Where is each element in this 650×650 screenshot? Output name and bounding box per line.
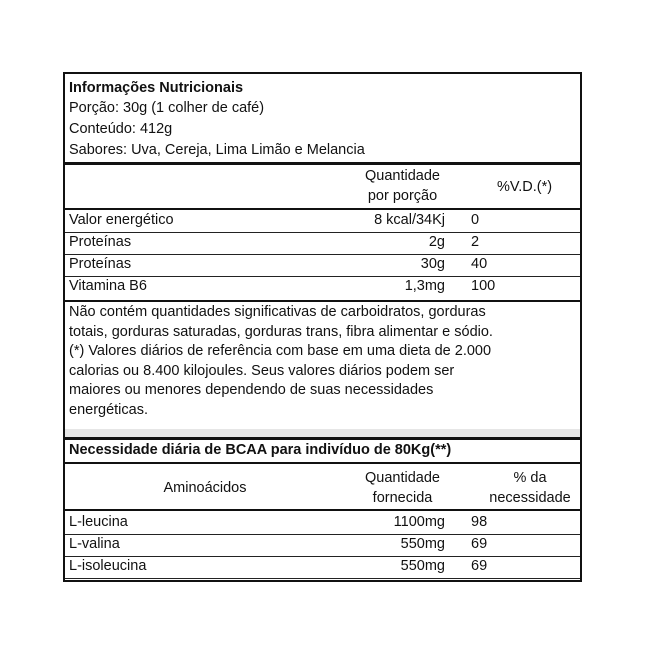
row-divider [65,534,580,535]
col-need-line1: % da [513,470,547,486]
aminoacid-name: L-valina [69,536,120,552]
aminoacid-qty: 550mg [400,536,445,552]
footnote-paragraph [69,303,579,420]
col-qty-line1: Quantidade [365,168,440,184]
aminoacid-qty: 550mg [400,558,445,574]
aminoacid-name: L-leucina [69,514,128,530]
thick-divider [65,437,580,440]
aminoacid-name: L-isoleucina [69,558,147,574]
row-name: Proteínas [69,234,132,250]
footnote-line: calorias ou 8.400 kilojoules. Seus valores diários podem ser [69,362,455,379]
flavors-text: Sabores: Uva, Cereja, Lima Limão e Melancia [69,142,365,158]
label-title: Informações Nutricionais [69,80,244,96]
aminoacid-pct: 69 [471,536,488,552]
portion-text: Porção: 30g (1 colher de café) [69,100,265,116]
bcaa-title: Necessidade diária de BCAA para indivíduo de 80Kg(**) [69,442,452,458]
col-qty-line2: por porção [367,188,438,204]
footnote-line: totais, gorduras saturadas, gorduras trans, fibra alimentar e sódio. [69,323,493,340]
row-divider [65,578,580,579]
row-qty: 8 kcal/34Kj [374,212,445,228]
content-text: Conteúdo: 412g [69,121,173,137]
footnote-line: maiores ou menores dependendo de suas necessidades [69,382,434,398]
col-aminoacid-header: Aminoácidos [163,480,247,496]
col-need-line2: necessidade [489,490,571,506]
footnote-line: Não contém quantidades significativas de carboidratos, gorduras [69,304,486,320]
bcaa-header-divider [65,509,580,511]
aminoacid-pct: 98 [471,514,488,530]
footnote-line: energéticas. [69,401,148,418]
col-vd-header: %V.D.(*) [497,179,553,195]
row-qty: 1,3mg [404,278,445,294]
thick-divider [65,162,580,165]
section-shade [65,429,580,437]
header-divider [65,208,580,210]
col-provided-line1: Quantidade [365,470,440,486]
row-vd: 40 [471,256,488,272]
row-name: Vitamina B6 [69,278,147,294]
row-qty: 30g [420,256,445,272]
row-name: Valor energético [69,212,174,228]
footnote-line: (*) Valores diários de referência com base em uma dieta de 2.000 [69,343,492,359]
col-provided-line2: fornecida [372,490,433,506]
table-bottom-divider [65,300,580,302]
row-divider [65,556,580,557]
row-vd: 2 [471,234,480,250]
row-divider [65,232,580,233]
bcaa-title-divider [65,462,580,464]
row-qty: 2g [428,234,445,250]
row-divider [65,276,580,277]
row-vd: 100 [471,278,496,294]
nutrition-facts-label [63,72,582,582]
aminoacid-qty: 1100mg [393,514,445,530]
row-name: Proteínas [69,256,132,272]
row-vd: 0 [471,212,480,228]
aminoacid-pct: 69 [471,558,488,574]
row-divider [65,254,580,255]
